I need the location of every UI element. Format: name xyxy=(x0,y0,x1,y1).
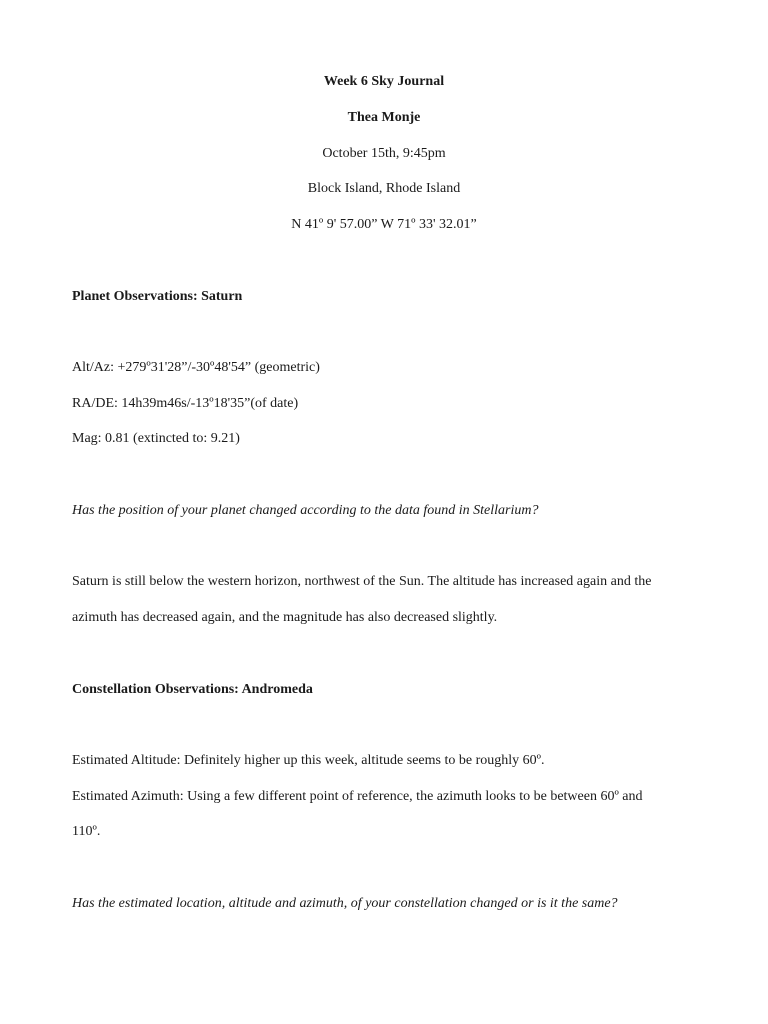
location-coordinates: N 41º 9' 57.00” W 71º 33' 32.01” xyxy=(291,217,477,232)
observation-location: Block Island, Rhode Island xyxy=(307,181,461,196)
constellation-estimated-azimuth-line-1: Estimated Azimuth: Using a few different point of reference, the azimuth looks to be between 60º and xyxy=(72,789,643,804)
planet-ra-de: RA/DE: 14h39m46s/-13º18'35”(of date) xyxy=(72,396,299,411)
constellation-question: Has the estimated location, altitude and azimuth, of your constellation changed or is it the same? xyxy=(72,896,618,911)
constellation-estimated-azimuth-line-2: 110º. xyxy=(72,824,101,839)
constellation-section-heading: Constellation Observations: Andromeda xyxy=(72,682,313,697)
document-title: Week 6 Sky Journal xyxy=(323,74,445,89)
planet-question: Has the position of your planet changed according to the data found in Stellarium? xyxy=(72,503,539,518)
observation-date: October 15th, 9:45pm xyxy=(322,146,446,161)
planet-answer-line-2: azimuth has decreased again, and the magnitude has also decreased slightly. xyxy=(72,610,498,625)
constellation-estimated-altitude: Estimated Altitude: Definitely higher up this week, altitude seems to be roughly 60º. xyxy=(72,753,545,768)
planet-alt-az: Alt/Az: +279º31'28”/-30º48'54” (geometric) xyxy=(72,360,320,375)
planet-section-heading: Planet Observations: Saturn xyxy=(72,289,243,304)
author-name: Thea Monje xyxy=(347,110,421,125)
planet-answer-line-1: Saturn is still below the western horizon, northwest of the Sun. The altitude has increased again and the xyxy=(72,574,652,589)
planet-magnitude: Mag: 0.81 (extincted to: 9.21) xyxy=(72,431,240,446)
